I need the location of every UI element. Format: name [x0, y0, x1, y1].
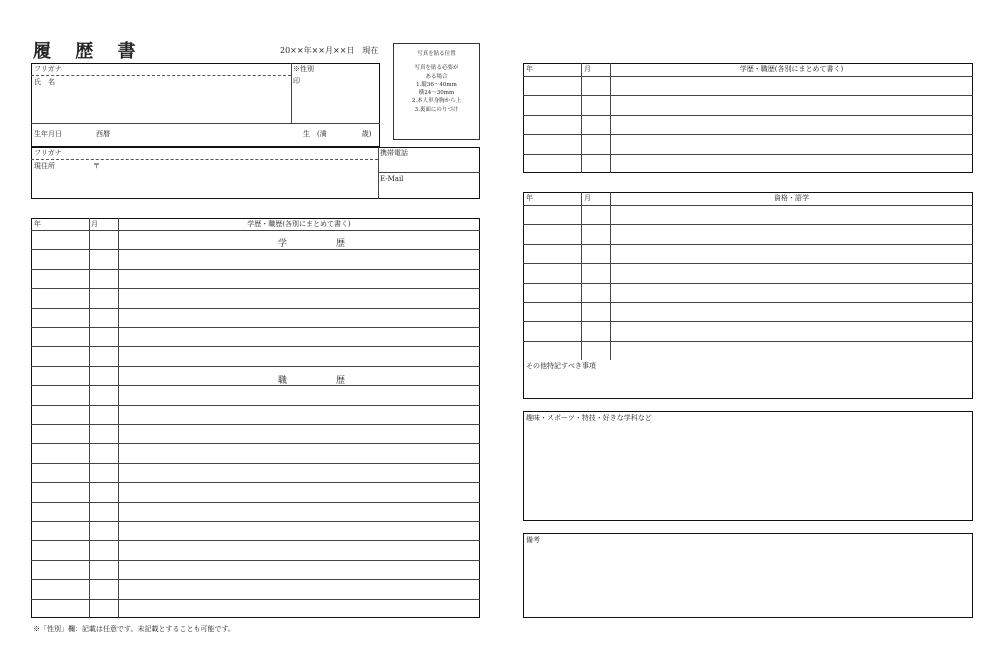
section-work: 職 歴	[278, 376, 366, 386]
section-education: 学 歴	[278, 239, 366, 249]
table-row[interactable]	[31, 230, 480, 231]
col-divider	[581, 192, 582, 360]
col-year: 年	[526, 65, 533, 73]
furigana-label: フリガナ	[34, 65, 62, 73]
hobbies-label: 趣味・スポーツ・特技・好きな学科など	[526, 414, 652, 422]
col-content: 資格・語学	[774, 194, 809, 202]
remarks-field[interactable]	[525, 546, 971, 616]
table-row[interactable]	[523, 341, 973, 342]
remarks-label: 備考	[526, 536, 540, 544]
photo-line: ある場合	[425, 73, 448, 80]
table-row[interactable]	[31, 269, 480, 270]
email-label: E-Mail	[380, 175, 404, 183]
hobbies-field[interactable]	[525, 424, 971, 519]
history-table-left	[31, 218, 480, 618]
table-row[interactable]	[31, 385, 480, 386]
date-field[interactable]: 20××年××月××日 現在	[280, 46, 379, 55]
table-row[interactable]	[523, 263, 973, 264]
table-row[interactable]	[31, 249, 480, 250]
photo-line: 3.裏面にのりづけ	[414, 106, 459, 113]
col-divider	[610, 192, 611, 360]
seal-label: 印	[293, 77, 300, 85]
photo-heading: 写真を貼る位置	[417, 51, 456, 57]
table-row[interactable]	[31, 540, 480, 541]
table-row[interactable]	[31, 424, 480, 425]
era-label: 西暦	[96, 130, 110, 138]
photo-line: 2.本人単身胸から上	[411, 98, 462, 105]
table-row[interactable]	[31, 288, 480, 289]
address-label: 現住所	[34, 162, 55, 170]
mobile-label: 携帯電話	[380, 149, 408, 157]
divider	[291, 63, 292, 123]
col-divider	[89, 218, 90, 618]
table-row[interactable]	[31, 521, 480, 522]
page-title: 履 歴 書	[33, 41, 145, 62]
col-divider	[610, 63, 611, 173]
email-field[interactable]	[380, 184, 478, 197]
footnote: ※「性別」欄：記載は任意です。未記載とすることも可能です。	[33, 625, 235, 633]
col-content: 学歴・職歴(各別にまとめて書く)	[247, 220, 351, 228]
divider	[378, 172, 480, 173]
table-row[interactable]	[31, 560, 480, 561]
name-label: 氏 名	[34, 78, 55, 86]
divider	[31, 159, 378, 160]
table-row[interactable]	[31, 366, 480, 367]
col-year: 年	[526, 194, 533, 202]
table-row[interactable]	[31, 308, 480, 309]
history-table-right	[523, 63, 973, 173]
divider	[31, 75, 291, 76]
col-month: 月	[584, 65, 591, 73]
table-row[interactable]	[31, 502, 480, 503]
address-field[interactable]	[100, 161, 375, 197]
table-row[interactable]	[523, 95, 973, 96]
table-row[interactable]	[523, 134, 973, 135]
table-row[interactable]	[31, 443, 480, 444]
table-row[interactable]	[523, 302, 973, 303]
table-row[interactable]	[523, 205, 973, 206]
col-year: 年	[34, 220, 41, 228]
col-divider	[118, 218, 119, 618]
birth-label: 生年月日	[34, 130, 62, 138]
divider	[378, 147, 379, 199]
table-row[interactable]	[523, 115, 973, 116]
table-row[interactable]	[523, 283, 973, 284]
table-row[interactable]	[523, 321, 973, 322]
table-row[interactable]	[31, 482, 480, 483]
name-field[interactable]	[60, 77, 288, 121]
photo-line: 1.縦36〜40mm	[416, 81, 457, 88]
col-divider	[581, 63, 582, 173]
divider	[31, 123, 380, 124]
photo-line: 横24〜30mm	[418, 90, 455, 96]
addr-furigana-label: フリガナ	[34, 149, 62, 157]
table-row[interactable]	[31, 463, 480, 464]
col-month: 月	[91, 220, 98, 228]
photo-area[interactable]	[393, 43, 480, 140]
postal-mark: 〒	[93, 162, 100, 170]
mobile-field[interactable]	[380, 158, 478, 171]
table-row[interactable]	[31, 579, 480, 580]
birth-field[interactable]	[115, 125, 295, 145]
table-row[interactable]	[523, 244, 973, 245]
other-notes-label: その他特記すべき事項	[526, 362, 596, 370]
table-row[interactable]	[31, 346, 480, 347]
table-row[interactable]	[31, 405, 480, 406]
col-content: 学歴・職歴(各別にまとめて書く)	[739, 65, 844, 73]
table-row[interactable]	[31, 599, 480, 600]
table-row[interactable]	[523, 224, 973, 225]
gender-label: ※性別	[293, 65, 314, 73]
table-row[interactable]	[523, 154, 973, 155]
birth-suffix: 生 (満 歳)	[303, 130, 372, 138]
table-row[interactable]	[523, 76, 973, 77]
table-row[interactable]	[31, 327, 480, 328]
photo-line: 写真を貼る必要が	[414, 65, 459, 72]
col-month: 月	[584, 194, 591, 202]
other-notes-field[interactable]	[525, 372, 971, 397]
